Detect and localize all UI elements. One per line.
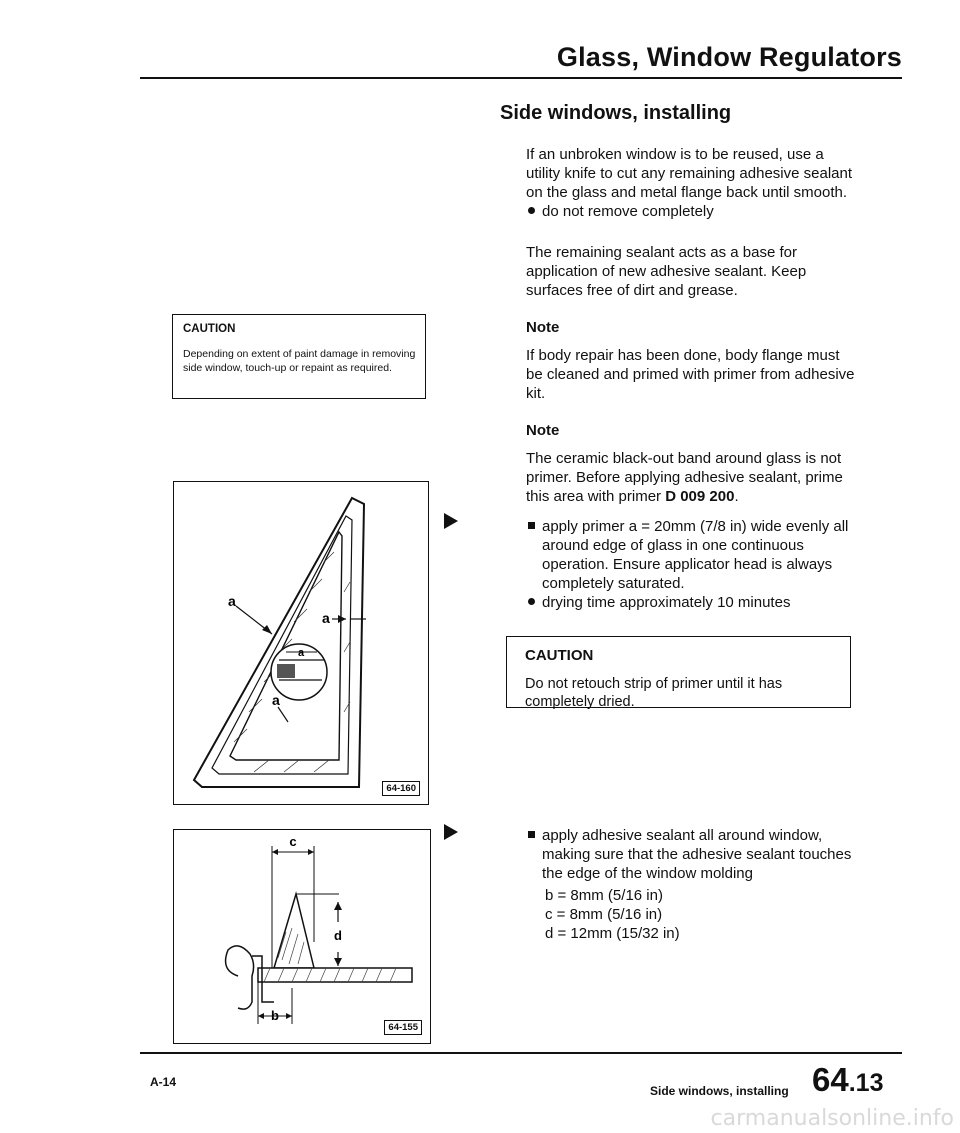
footer-page-ref: A-14 [150, 1075, 177, 1089]
note-label [526, 421, 559, 440]
step-text-row [526, 517, 851, 593]
dimension-label-d: d [334, 928, 342, 943]
dimension-b: b = 8mm (5/16 in) [545, 887, 663, 904]
page-number-minor: .13 [848, 1069, 884, 1097]
bullet-dot-icon [528, 207, 535, 214]
dimension-label-a: a [272, 692, 280, 708]
note-text-end: . [734, 488, 739, 505]
step-apply-sealant [526, 826, 856, 883]
section-title: Side windows, installing [500, 102, 732, 124]
note-label [526, 318, 559, 337]
caution-box-paint [172, 314, 426, 399]
dimension-c: c = 8mm (5/16 in) [545, 906, 663, 923]
page-header-title: Glass, Window Regulators [556, 42, 902, 72]
paragraph-reuse-window [526, 145, 856, 221]
footer-page-number [812, 1061, 883, 1099]
figure-id: 64-155 [384, 1020, 422, 1035]
dimension-label-c: c [289, 834, 297, 849]
figure-id: 64-160 [382, 781, 420, 796]
step-apply-primer [526, 517, 851, 612]
square-bullet-icon [528, 831, 535, 838]
figure-pointer-icon [444, 513, 458, 529]
triangular-window-illustration [174, 482, 427, 803]
dimension-label-a: a [297, 647, 305, 659]
step-text: apply adhesive sealant all around window, making sure that the adhesive sealant touches the edge of the window molding [542, 827, 852, 882]
page-number-major: 64 [812, 1061, 849, 1098]
sealant-cross-section-illustration [174, 830, 429, 1042]
dimension-label-a: a [322, 610, 330, 626]
note-heading: Note [526, 422, 560, 439]
watermark-text: carmanualsonline.info [710, 1106, 954, 1131]
note-text: The ceramic black-out band around glass is not primer. Before applying adhesive sealant, prime this area with primer [526, 450, 843, 505]
dimension-label-b: b [271, 1008, 279, 1023]
paragraph-remaining-sealant: The remaining sealant acts as a base for application of new adhesive sealant. Keep surfaces free of dirt and grease. [526, 244, 807, 299]
caution-box-primer [506, 636, 851, 708]
bullet-item [526, 202, 856, 221]
footer-divider [140, 1052, 902, 1054]
dimension-label-a: a [228, 593, 236, 609]
note-ceramic-band [526, 449, 856, 506]
figure-primer-application [173, 481, 429, 805]
bullet-item [526, 593, 851, 612]
caution-text: Depending on extent of paint damage in removing side window, touch-up or repaint as required. [183, 348, 416, 374]
note-heading: Note [526, 319, 560, 336]
paragraph-text: If an unbroken window is to be reused, use a utility knife to cut any remaining adhesive sealant on the glass and metal flange back until smooth. [526, 146, 853, 201]
figure-pointer-icon [444, 824, 458, 840]
caution-title: CAUTION [183, 323, 236, 335]
step-text: apply primer a = 20mm (7/8 in) wide evenly all around edge of glass in one continuous operation. Ensure applicator head is always completely saturated. [542, 518, 849, 592]
dimension-d: d = 12mm (15/32 in) [545, 925, 680, 942]
primer-part-number: D 009 200 [665, 488, 735, 505]
step-text-row [526, 826, 856, 883]
caution-title: CAUTION [525, 647, 594, 664]
note-body-repair: If body repair has been done, body flange must be cleaned and primed with primer from adhesive kit. [526, 347, 855, 402]
header-divider [140, 77, 902, 79]
footer-section-title: Side windows, installing [650, 1084, 789, 1098]
bullet-dot-icon [528, 598, 535, 605]
dimension-list [545, 886, 680, 943]
bullet-text: do not remove completely [542, 203, 714, 220]
square-bullet-icon [528, 522, 535, 529]
bullet-text: drying time approximately 10 minutes [542, 594, 791, 611]
figure-sealant-bead [173, 829, 431, 1044]
caution-text: Do not retouch strip of primer until it has completely dried. [525, 676, 783, 710]
